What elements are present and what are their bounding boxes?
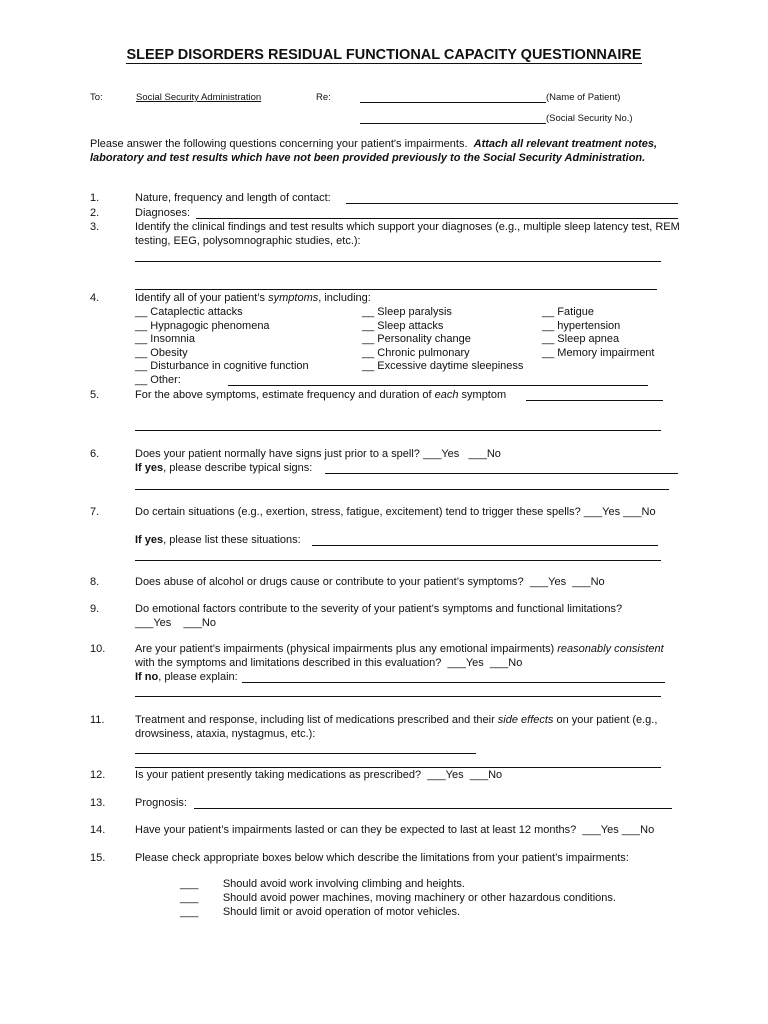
question-13 bbox=[90, 797, 690, 811]
yes-option[interactable]: ___Yes bbox=[422, 448, 460, 460]
question-number: 10. bbox=[90, 643, 106, 655]
answer-line[interactable] bbox=[325, 473, 678, 474]
question-text: Identify the clinical findings and test results which support your diagnoses (e.g., multiple sleep latency test, REM testing, EEG, polysomnographic studies, etc.): bbox=[135, 221, 680, 247]
follow-up-prompt: If yes, please list these situations: bbox=[135, 534, 301, 546]
question-text: Nature, frequency and length of contact: bbox=[135, 192, 331, 204]
instructions-emphasis: Attach all relevant treatment notes, laboratory and test results which have not been provided previously to the Social Security Administration. bbox=[90, 138, 658, 164]
question-6 bbox=[90, 448, 690, 493]
question-number: 3. bbox=[90, 221, 100, 233]
answer-line[interactable] bbox=[242, 682, 665, 683]
question-text: Is your patient presently taking medications as prescribed? ___Yes ___No bbox=[135, 769, 503, 781]
to-label: To: bbox=[90, 92, 103, 103]
question-text: Diagnoses: bbox=[135, 207, 191, 219]
answer-line[interactable] bbox=[135, 489, 669, 490]
question-number: 9. bbox=[90, 603, 100, 615]
no-option[interactable]: ___No bbox=[489, 656, 523, 669]
question-text: Prognosis: bbox=[135, 797, 187, 809]
symptom-checkbox[interactable]: __ hypertension bbox=[542, 320, 621, 332]
question-text: Please check appropriate boxes below which describe the limitations from your patient’s impairments: bbox=[135, 852, 629, 864]
answer-line[interactable] bbox=[135, 261, 661, 262]
question-number: 11. bbox=[90, 714, 105, 726]
question-2 bbox=[90, 207, 690, 221]
question-text: Treatment and response, including list of medications prescribed and their side effects on your patient (e.g., drowsiness, ataxia, nystagmus, etc.): bbox=[135, 714, 658, 740]
answer-line[interactable] bbox=[135, 767, 661, 768]
no-option[interactable]: ___No bbox=[623, 506, 656, 518]
question-text: For the above symptoms, estimate frequency and duration of each symptom bbox=[135, 389, 507, 401]
yes-option[interactable]: ___Yes bbox=[583, 506, 621, 518]
question-number: 6. bbox=[90, 448, 100, 460]
question-text: Does abuse of alcohol or drugs cause or contribute to your patient’s symptoms? ___Yes ___No bbox=[135, 576, 605, 588]
limitation-checkbox[interactable]: ___ Should avoid work involving climbing and heights. bbox=[180, 878, 465, 890]
yes-option[interactable]: ___Yes bbox=[529, 576, 567, 588]
question-10 bbox=[90, 643, 690, 703]
no-option[interactable]: ___No bbox=[469, 769, 503, 781]
question-number: 14. bbox=[90, 824, 106, 836]
limitation-checkbox[interactable]: ___ Should avoid power machines, moving machinery or other hazardous conditions. bbox=[180, 892, 616, 904]
symptom-checkbox[interactable]: __ Hypnagogic phenomena bbox=[135, 320, 270, 332]
question-number: 13. bbox=[90, 797, 106, 809]
symptom-checkbox[interactable]: __ Sleep apnea bbox=[542, 333, 620, 345]
question-1 bbox=[90, 192, 690, 206]
form-title: SLEEP DISORDERS RESIDUAL FUNCTIONAL CAPACITY QUESTIONNAIRE bbox=[126, 47, 642, 63]
symptom-checkbox[interactable]: __ Fatigue bbox=[542, 306, 594, 318]
no-option[interactable]: ___No bbox=[572, 576, 605, 588]
symptom-checkbox[interactable]: __ Obesity bbox=[135, 347, 188, 359]
answer-line[interactable] bbox=[135, 289, 657, 290]
question-number: 12. bbox=[90, 769, 106, 781]
follow-up-prompt: If no, please explain: bbox=[135, 671, 238, 683]
question-number: 4. bbox=[90, 292, 100, 304]
symptom-checkbox[interactable]: __ Disturbance in cognitive function bbox=[135, 360, 309, 372]
to-value: Social Security Administration bbox=[136, 92, 262, 103]
question-8 bbox=[90, 576, 690, 590]
symptom-other-checkbox[interactable]: __ Other: bbox=[135, 374, 181, 386]
question-text: Have your patient’s impairments lasted or can they be expected to last at least 12 months? ___Yes ___No bbox=[135, 824, 655, 836]
instructions bbox=[90, 137, 680, 165]
symptom-checkbox[interactable]: __ Excessive daytime sleepiness bbox=[362, 360, 524, 372]
yes-option[interactable]: ___Yes bbox=[427, 769, 464, 781]
question-7 bbox=[90, 506, 690, 566]
question-text: Are your patient’s impairments (physical impairments plus any emotional impairments) reasonably consistent with the symptoms and limitations described in this evaluation? ___Yes ___No bbox=[135, 643, 664, 669]
answer-line[interactable] bbox=[196, 218, 678, 219]
question-12 bbox=[90, 769, 690, 783]
yes-option[interactable]: ___Yes bbox=[447, 656, 484, 669]
answer-line[interactable] bbox=[135, 430, 661, 431]
question-number: 5. bbox=[90, 389, 100, 401]
answer-line[interactable] bbox=[194, 808, 672, 809]
answer-line[interactable] bbox=[135, 696, 661, 697]
no-option[interactable]: ___No bbox=[621, 824, 655, 836]
question-text: Identify all of your patient’s symptoms, including: bbox=[135, 292, 371, 304]
patient-name-label: (Name of Patient) bbox=[546, 92, 621, 103]
re-label: Re: bbox=[316, 92, 331, 103]
follow-up-prompt: If yes, please describe typical signs: bbox=[135, 462, 313, 474]
question-text: Does your patient normally have signs just prior to a spell? ___Yes ___No bbox=[135, 448, 501, 460]
symptom-checkbox[interactable]: __ Chronic pulmonary bbox=[362, 347, 470, 359]
instructions-plain: Please answer the following questions concerning your patient's impairments. bbox=[90, 138, 468, 150]
question-11 bbox=[90, 714, 690, 770]
symptom-checkbox[interactable]: __ Sleep attacks bbox=[362, 320, 444, 332]
question-number: 2. bbox=[90, 207, 100, 219]
yes-option[interactable]: ___Yes bbox=[135, 616, 172, 629]
symptom-checkbox[interactable]: __ Memory impairment bbox=[542, 347, 655, 359]
answer-line[interactable] bbox=[312, 545, 658, 546]
question-15 bbox=[90, 852, 690, 866]
question-3 bbox=[90, 221, 690, 296]
no-option[interactable]: ___No bbox=[183, 616, 216, 629]
answer-line[interactable] bbox=[526, 400, 663, 401]
symptom-checkbox[interactable]: __ Insomnia bbox=[135, 333, 195, 345]
limitation-checkbox[interactable]: ___ Should limit or avoid operation of motor vehicles. bbox=[180, 906, 461, 918]
ssn-label: (Social Security No.) bbox=[546, 113, 633, 124]
question-number: 15. bbox=[90, 852, 106, 864]
no-option[interactable]: ___No bbox=[468, 448, 501, 460]
question-5 bbox=[90, 389, 690, 434]
symptom-other-line[interactable] bbox=[228, 385, 648, 386]
symptom-checkbox[interactable]: __ Cataplectic attacks bbox=[135, 306, 243, 318]
symptom-checkbox[interactable]: __ Personality change bbox=[362, 333, 471, 345]
ssn-field[interactable] bbox=[360, 113, 546, 124]
answer-line[interactable] bbox=[135, 753, 476, 754]
question-9 bbox=[90, 603, 690, 633]
symptom-checkbox[interactable]: __ Sleep paralysis bbox=[362, 306, 452, 318]
patient-name-field[interactable] bbox=[360, 92, 546, 103]
question-text: Do emotional factors contribute to the severity of your patient’s symptoms and functional limitations? ___Yes ___No bbox=[135, 603, 623, 629]
yes-option[interactable]: ___Yes bbox=[582, 824, 619, 836]
question-number: 1. bbox=[90, 192, 100, 204]
answer-line[interactable] bbox=[135, 560, 661, 561]
answer-line[interactable] bbox=[346, 203, 678, 204]
question-14 bbox=[90, 824, 690, 852]
question-number: 7. bbox=[90, 506, 100, 518]
question-number: 8. bbox=[90, 576, 100, 588]
question-text: Do certain situations (e.g., exertion, stress, fatigue, excitement) tend to trigger these spells? ___Yes ___No bbox=[135, 506, 656, 518]
